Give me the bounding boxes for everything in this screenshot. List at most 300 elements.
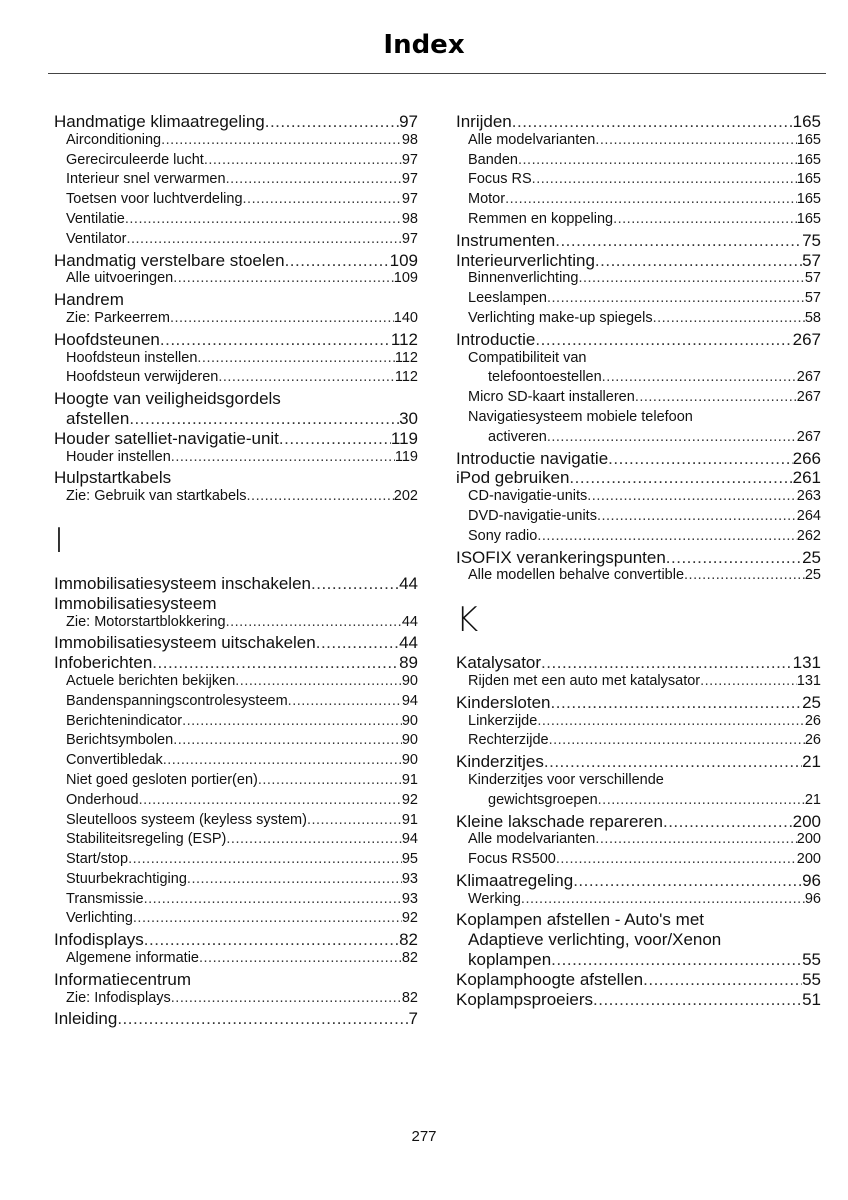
index-entry-text: Hoofdsteun instellen [66, 349, 198, 366]
index-entry-text: Remmen en koppeling [468, 210, 614, 227]
index-entry-text: Hoofdsteun verwijderen [66, 369, 219, 386]
index-entry-text: CD-navigatie-units [468, 488, 588, 505]
dot-leader [587, 488, 797, 504]
index-entry-page: 109 [389, 250, 418, 270]
dot-leader [133, 910, 402, 926]
index-entry[interactable] [54, 574, 418, 594]
index-entry-text: activeren [488, 428, 547, 445]
dot-leader [569, 468, 792, 488]
index-entry[interactable] [54, 132, 418, 152]
index-entry[interactable] [456, 468, 821, 488]
index-entry-page: 112 [390, 329, 418, 349]
dot-leader [171, 990, 402, 1006]
index-entry[interactable] [456, 132, 821, 152]
index-entry[interactable] [456, 693, 821, 713]
index-entry-text: Focus RS500 [468, 851, 556, 868]
dot-leader [311, 574, 399, 594]
index-entry-page: 267 [792, 329, 821, 349]
dot-leader [551, 693, 803, 713]
index-entry[interactable] [456, 449, 821, 469]
index-entry-page: 26 [804, 732, 821, 749]
index-entry-page: 97 [401, 191, 418, 208]
index-entry-text: Motor [468, 191, 506, 208]
index-entry-text: Zie: Gebruik van startkabels [66, 488, 247, 505]
index-entry-page: 165 [796, 171, 821, 188]
index-entry-text: Immobilisatiesysteem [54, 593, 217, 613]
index-entry-text: Kinderzitjes [456, 752, 544, 772]
dot-leader [117, 1009, 408, 1029]
index-entry[interactable] [456, 812, 821, 832]
index-entry-text: Bandenspanningscontrolesysteem [66, 692, 288, 709]
header-rule [48, 73, 826, 74]
index-entry[interactable] [54, 369, 418, 389]
index-entry[interactable] [456, 191, 821, 211]
index-entry-text: Handmatig verstelbare stoelen [54, 250, 285, 270]
index-entry[interactable] [54, 950, 418, 970]
index-entry[interactable] [54, 389, 418, 409]
index-entry-page: 44 [399, 633, 418, 653]
index-entry-page: 97 [401, 151, 418, 168]
dot-leader [537, 713, 805, 729]
index-entry[interactable] [54, 970, 418, 990]
index-entry-page: 75 [802, 230, 821, 250]
index-entry[interactable] [54, 171, 418, 191]
index-entry[interactable] [456, 752, 821, 772]
index-entry-text: Klimaatregeling [456, 870, 574, 890]
index-entry[interactable] [456, 112, 821, 132]
index-entry[interactable] [456, 251, 821, 271]
index-entry-page: 21 [802, 752, 821, 772]
index-entry[interactable] [456, 792, 821, 812]
index-entry[interactable] [54, 693, 418, 713]
index-entry[interactable] [54, 891, 418, 911]
dot-leader [556, 851, 797, 867]
dot-leader [173, 270, 394, 286]
index-entry-text: Handmatige klimaatregeling [54, 112, 265, 131]
index-entry-text: Interieurverlichting [456, 250, 595, 270]
index-entry[interactable] [54, 713, 418, 733]
index-entry-text: Verlichting [66, 910, 133, 927]
index-entry-page: 266 [792, 448, 821, 468]
index-entry[interactable] [54, 290, 418, 310]
index-entry-text: Start/stop [66, 851, 129, 868]
index-entry[interactable] [54, 1009, 418, 1029]
index-entry-text: Ventilatie [66, 210, 125, 227]
dot-leader [144, 891, 402, 907]
index-entry-text: Rijden met een auto met katalysator [468, 672, 701, 689]
index-entry[interactable] [54, 910, 418, 930]
index-entry[interactable] [54, 488, 418, 508]
index-entry-page: 202 [393, 488, 418, 505]
index-entry-text: Houder instellen [66, 448, 171, 465]
dot-leader [152, 653, 399, 673]
dot-leader [126, 231, 401, 247]
index-entry-page: 98 [401, 210, 418, 227]
index-entry-page: 264 [796, 507, 821, 524]
index-entry-text: ISOFIX verankeringspunten [456, 547, 666, 567]
dot-leader [505, 191, 797, 207]
index-entry-page: 90 [401, 752, 418, 769]
dot-leader [129, 409, 399, 429]
index-entry[interactable] [456, 772, 821, 792]
dot-leader [555, 231, 802, 251]
index-entry[interactable] [456, 567, 821, 587]
index-entry[interactable] [456, 310, 821, 330]
index-entry-page: 200 [796, 831, 821, 848]
index-entry[interactable] [54, 792, 418, 812]
index-entry[interactable] [456, 910, 821, 930]
index-entry-page: 94 [401, 692, 418, 709]
index-entry[interactable] [456, 330, 821, 350]
dot-leader [595, 251, 802, 271]
index-entry-text: Sony radio [468, 527, 538, 544]
dot-leader [316, 633, 399, 653]
dot-leader [684, 567, 805, 583]
index-entry[interactable] [54, 930, 418, 950]
index-entry-text: Ventilator [66, 230, 127, 247]
index-entry-text: Berichtenindicator [66, 712, 183, 729]
index-entry-text: Instrumenten [456, 230, 556, 250]
index-entry-text: Houder satelliet-navigatie-unit [54, 428, 279, 448]
index-entry-text: Binnenverlichting [468, 270, 579, 287]
index-entry[interactable] [456, 211, 821, 231]
dot-leader [547, 290, 805, 306]
index-entry-text: Alle uitvoeringen [66, 270, 174, 287]
dot-leader [218, 369, 395, 385]
index-entry[interactable] [456, 389, 821, 409]
dot-leader [593, 990, 802, 1010]
index-column-right [456, 112, 821, 1009]
dot-leader [544, 752, 802, 772]
page-number: 277 [411, 1128, 437, 1145]
index-entry[interactable] [456, 713, 821, 733]
index-entry-text: Katalysator [456, 653, 542, 673]
index-entry-page: 267 [796, 389, 821, 406]
index-entry[interactable] [456, 171, 821, 191]
index-entry-text: Inleiding [54, 1009, 118, 1029]
dot-leader [573, 871, 802, 891]
index-entry-page: 95 [401, 851, 418, 868]
index-entry-text: Kindersloten [456, 692, 551, 712]
index-entry-text: Infodisplays [54, 930, 144, 950]
index-entry-text: Introductie [456, 329, 536, 349]
index-entry[interactable] [456, 152, 821, 172]
index-entry[interactable] [54, 871, 418, 891]
index-entry[interactable] [456, 930, 821, 950]
dot-leader [663, 812, 793, 832]
index-entry-text: Stuurbekrachtiging [66, 870, 187, 887]
index-entry[interactable] [54, 831, 418, 851]
index-entry-text: Sleutelloos systeem (keyless system) [66, 811, 307, 828]
index-entry-page: 97 [401, 230, 418, 247]
dot-leader [512, 112, 793, 132]
index-entry-text: Algemene informatie [66, 950, 199, 967]
dot-leader [307, 812, 402, 828]
index-entry-text: Zie: Infodisplays [66, 989, 171, 1006]
index-entry-page: 82 [401, 989, 418, 1006]
index-entry-text: Focus RS [468, 171, 532, 188]
index-entry-text: Linkerzijde [468, 712, 538, 729]
dot-leader [197, 350, 394, 366]
index-entry-page: 96 [802, 870, 821, 890]
index-entry-text: Koplampsproeiers [456, 989, 594, 1009]
index-entry-page: 44 [399, 573, 418, 593]
index-entry-page: 90 [401, 672, 418, 689]
dot-leader [182, 713, 402, 729]
index-entry-text: Immobilisatiesysteem inschakelen [54, 573, 311, 593]
dot-leader [635, 389, 797, 405]
index-entry-text: Inrijden [456, 112, 512, 131]
index-entry-text: Stabiliteitsregeling (ESP) [66, 831, 227, 848]
index-entry-page: 263 [796, 488, 821, 505]
index-entry-text: Introductie navigatie [456, 448, 609, 468]
index-entry[interactable] [54, 633, 418, 653]
index-entry-text: Zie: Motorstartblokkering [66, 613, 226, 630]
index-entry-page: 89 [399, 653, 418, 673]
index-entry[interactable] [54, 112, 418, 132]
index-entry[interactable] [54, 350, 418, 370]
dot-leader [226, 614, 402, 630]
index-entry-text: Rechterzijde [468, 732, 549, 749]
index-entry-page: 165 [796, 210, 821, 227]
dot-leader [161, 132, 402, 148]
dot-leader [279, 429, 391, 449]
dot-leader [285, 251, 390, 271]
index-entry-page: 91 [401, 811, 418, 828]
index-entry-text: Infoberichten [54, 653, 153, 673]
index-entry[interactable] [456, 409, 821, 429]
index-entry-text: Zie: Parkeerrem [66, 309, 170, 326]
index-entry-page: 7 [408, 1009, 418, 1029]
index-entry-page: 30 [399, 408, 418, 428]
index-entry[interactable] [456, 231, 821, 251]
index-entry-text: iPod gebruiken [456, 468, 570, 488]
index-entry-page: 51 [802, 989, 821, 1009]
index-entry[interactable] [456, 548, 821, 568]
dot-leader [518, 152, 797, 168]
index-entry-text: koplampen [468, 950, 552, 970]
index-entry[interactable] [54, 990, 418, 1010]
index-entry[interactable] [456, 990, 821, 1010]
index-entry[interactable] [456, 970, 821, 990]
index-entry-text: Hulpstartkabels [54, 468, 172, 488]
index-entry-text: Onderhoud [66, 791, 139, 808]
index-entry-page: 140 [393, 309, 418, 326]
index-entry[interactable] [456, 732, 821, 752]
index-entry-text: Transmissie [66, 890, 144, 907]
index-entry[interactable] [456, 508, 821, 528]
index-entry-page: 109 [393, 270, 418, 287]
index-entry-page: 82 [399, 930, 418, 950]
index-entry-page: 131 [796, 672, 821, 689]
dot-leader [125, 211, 402, 227]
index-entry[interactable] [54, 594, 418, 614]
index-entry-page: 21 [804, 791, 821, 808]
dot-leader [613, 211, 797, 227]
section-letter: K [456, 600, 479, 641]
dot-leader [551, 950, 802, 970]
index-entry[interactable] [54, 211, 418, 231]
index-entry-page: 97 [401, 171, 418, 188]
index-entry-text: Hoofdsteunen [54, 329, 160, 349]
index-entry-text: Convertibledak [66, 752, 163, 769]
index-entry-page: 25 [802, 692, 821, 712]
index-entry[interactable] [54, 772, 418, 792]
dot-leader [187, 871, 402, 887]
index-entry-text: DVD-navigatie-units [468, 507, 597, 524]
index-entry-page: 119 [394, 448, 418, 465]
index-entry[interactable] [54, 449, 418, 469]
dot-leader [595, 831, 796, 847]
dot-leader [578, 270, 804, 286]
index-entry[interactable] [54, 152, 418, 172]
index-entry-text: telefoontoestellen [488, 369, 602, 386]
index-entry-page: 92 [401, 791, 418, 808]
index-entry[interactable] [54, 310, 418, 330]
index-entry-text: Alle modelvarianten [468, 831, 596, 848]
index-entry-text: Koplamphoogte afstellen [456, 969, 644, 989]
index-entry-text: Alle modelvarianten [468, 131, 596, 148]
dot-leader [288, 693, 402, 709]
index-entry-page: 55 [802, 950, 821, 970]
dot-leader [547, 429, 797, 445]
index-entry-page: 165 [796, 191, 821, 208]
index-entry-page: 94 [401, 831, 418, 848]
dot-leader [173, 732, 402, 748]
index-entry[interactable] [54, 732, 418, 752]
index-entry[interactable] [456, 851, 821, 871]
index-entry-page: 261 [792, 468, 821, 488]
index-entry-text: Gerecirculeerde lucht [66, 151, 204, 168]
index-entry-page: 165 [796, 131, 821, 148]
dot-leader [163, 752, 402, 768]
dot-leader [653, 310, 805, 326]
dot-leader [598, 792, 805, 808]
index-entry-text: Compatibiliteit van [468, 349, 587, 366]
index-entry-page: 93 [401, 870, 418, 887]
dot-leader [247, 488, 394, 504]
dot-leader [170, 310, 394, 326]
dot-leader [171, 449, 395, 465]
index-entry-text: Navigatiesysteem mobiele telefoon [468, 408, 693, 425]
index-entry[interactable] [456, 831, 821, 851]
index-entry[interactable] [456, 369, 821, 389]
index-entry-page: 165 [796, 151, 821, 168]
index-entry-page: 97 [399, 112, 418, 131]
index-column-left [54, 112, 418, 1029]
dot-leader [521, 891, 805, 907]
index-entry[interactable] [456, 290, 821, 310]
dot-leader [549, 732, 805, 748]
index-entry-text: Banden [468, 151, 518, 168]
index-entry-page: 44 [401, 613, 418, 630]
index-entry-text: Werking [468, 890, 521, 907]
dot-leader [144, 930, 399, 950]
dot-leader [160, 330, 391, 350]
index-entry[interactable] [456, 891, 821, 911]
index-entry-page: 90 [401, 712, 418, 729]
index-entry-page: 165 [792, 112, 821, 131]
dot-leader [608, 449, 792, 469]
index-entry[interactable] [54, 409, 418, 429]
index-entry-text: Leeslampen [468, 290, 547, 307]
index-entry[interactable] [456, 429, 821, 449]
index-entry-page: 26 [804, 712, 821, 729]
index-entry-text: Kinderzitjes voor verschillende [468, 771, 664, 788]
dot-leader [643, 970, 802, 990]
index-entry[interactable] [54, 270, 418, 290]
index-entry[interactable] [54, 851, 418, 871]
index-entry-page: 112 [394, 369, 418, 386]
index-entry-page: 92 [401, 910, 418, 927]
dot-leader [537, 528, 796, 544]
dot-leader [535, 330, 792, 350]
index-entry[interactable] [54, 673, 418, 693]
index-entry-page: 82 [401, 950, 418, 967]
index-entry-text: Adaptieve verlichting, voor/Xenon [468, 930, 722, 950]
index-entry[interactable] [456, 488, 821, 508]
index-entry-text: Actuele berichten bekijken [66, 672, 236, 689]
index-entry[interactable] [54, 429, 418, 449]
index-entry[interactable] [456, 673, 821, 693]
index-entry-page: 57 [804, 270, 821, 287]
index-entry-text: Berichtsymbolen [66, 732, 174, 749]
index-entry-page: 57 [804, 290, 821, 307]
index-entry-text: Hoogte van veiligheidsgordels [54, 389, 281, 409]
dot-leader [139, 792, 402, 808]
dot-leader [541, 653, 793, 673]
index-entry[interactable] [456, 350, 821, 370]
dot-leader [265, 112, 399, 132]
index-entry[interactable] [54, 752, 418, 772]
index-entry-text: Handrem [54, 290, 124, 310]
index-entry-text: Koplampen afstellen - Auto's met [456, 910, 704, 930]
index-entry[interactable] [54, 191, 418, 211]
index-entry-page: 25 [802, 547, 821, 567]
index-entry[interactable] [54, 251, 418, 271]
index-entry[interactable] [456, 950, 821, 970]
index-entry[interactable] [54, 614, 418, 634]
index-entry-text: Niet goed gesloten portier(en) [66, 771, 258, 788]
index-entry-page: 91 [401, 771, 418, 788]
index-entry-page: 98 [401, 131, 418, 148]
index-entry[interactable] [456, 871, 821, 891]
dot-leader [700, 673, 797, 689]
index-entry[interactable] [54, 231, 418, 251]
index-entry[interactable] [54, 653, 418, 673]
index-entry[interactable] [456, 653, 821, 673]
page-title: Index [383, 30, 465, 60]
dot-leader [235, 673, 402, 689]
index-entry-page: 93 [401, 890, 418, 907]
index-entry-text: Airconditioning [66, 131, 162, 148]
index-entry-page: 262 [796, 527, 821, 544]
index-entry[interactable] [456, 528, 821, 548]
index-entry[interactable] [54, 330, 418, 350]
dot-leader [226, 171, 402, 187]
index-entry-page: 58 [804, 309, 821, 326]
index-entry-page: 90 [401, 732, 418, 749]
index-entry-page: 57 [802, 250, 821, 270]
index-entry-page: 55 [802, 969, 821, 989]
index-entry[interactable] [456, 270, 821, 290]
dot-leader [243, 191, 402, 207]
index-entry[interactable] [54, 468, 418, 488]
index-entry-page: 267 [796, 369, 821, 386]
dot-leader [258, 772, 402, 788]
dot-leader [666, 548, 802, 568]
index-entry[interactable] [54, 812, 418, 832]
